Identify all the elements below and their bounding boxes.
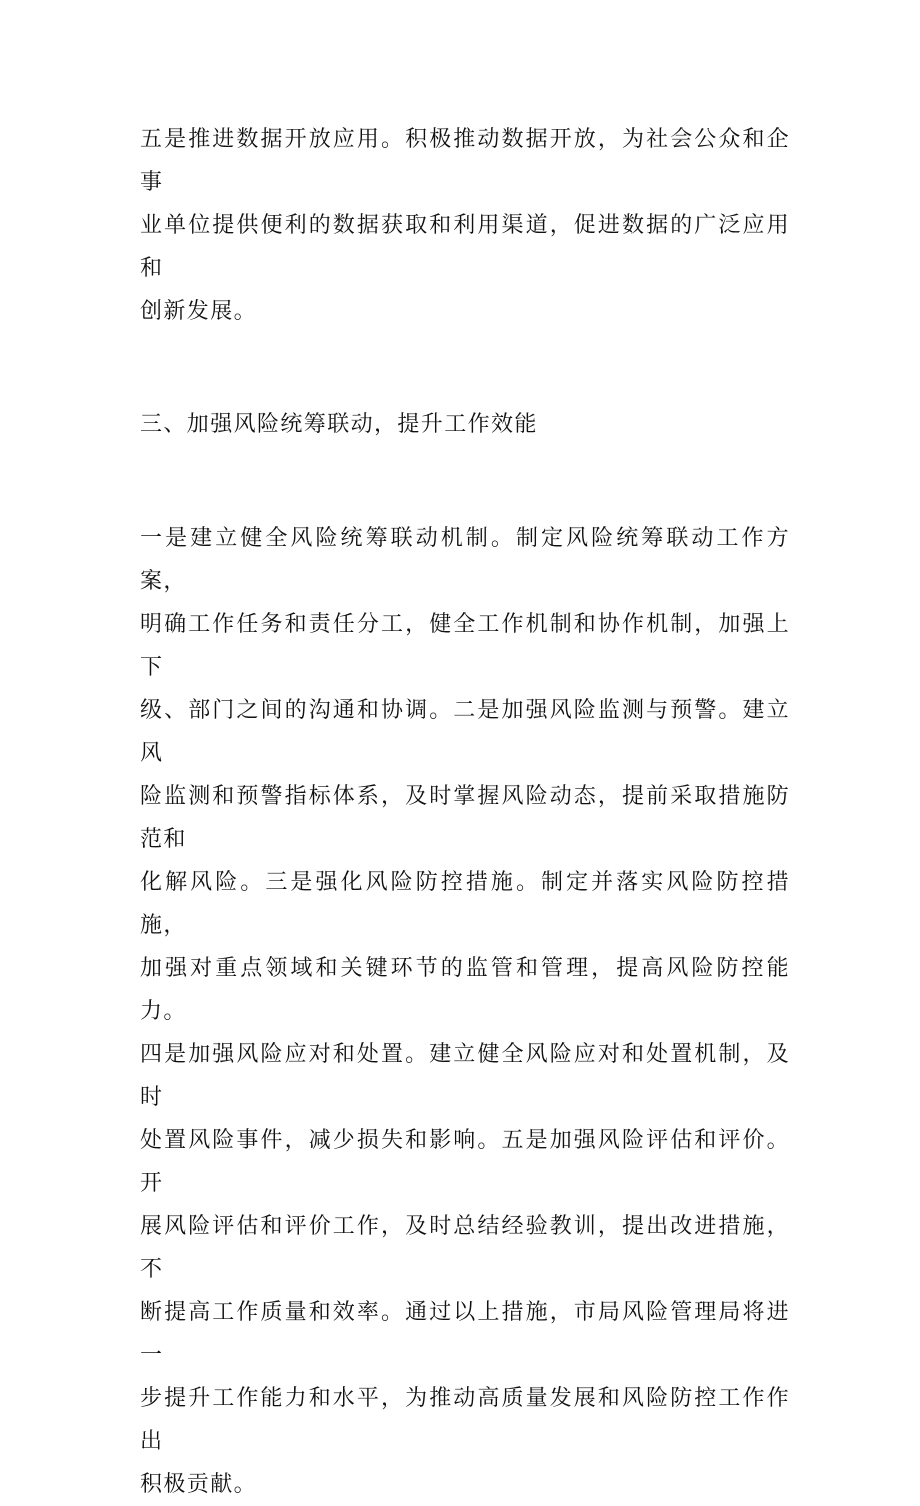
document-body — [140, 118, 790, 1506]
section-heading: 三、加强风险统筹联动，提升工作效能 — [140, 412, 538, 437]
paragraph-data-openness: 五是推进数据开放应用。积极推动数据开放，为社会公众和企事 业单位提供便利的数据获取和利用渠道，促进数据的广泛应用和 创新发展。 — [140, 127, 790, 324]
paragraph-risk-coordination: 一是建立健全风险统筹联动机制。制定风险统筹联动工作方案， 明确工作任务和责任分工，健全工作机制和协作机制，加强上下 级、部门之间的沟通和协调。二是加强风险监测与预警。建立风 险监测和预警指标体系，及时掌握风险动态，提前采取措施防范和 化解风险。三是强化风险防控措施。制定并落实风险防控措施， 加强对重点领域和关键环节的监管和管理，提高风险防控能力。 四是加强风险应对和处置。建立健全风险应对和处置机制，及时 处置风险事件，减少损失和影响。五是加强风险评估和评价。开 展风险评估和评价工作，及时总结经验教训，提出改进措施，不 断提高工作质量和效率。通过以上措施，市局风险管理局将进一 步提升工作能力和水平，为推动高质量发展和风险防控工作作出 积极贡献。 — [140, 526, 790, 1497]
